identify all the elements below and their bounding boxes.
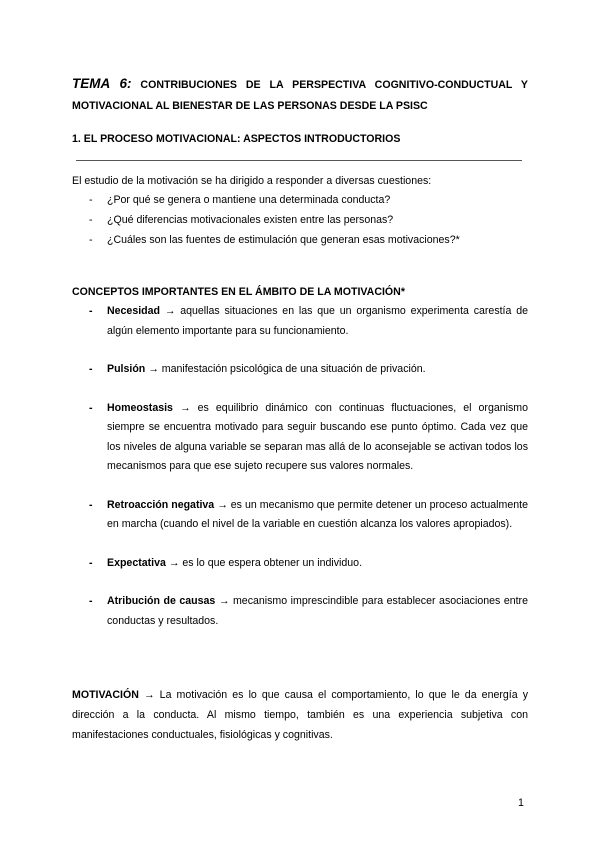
bullet-dash: -	[89, 595, 93, 607]
document-title	[72, 73, 528, 117]
tema-label: TEMA 6:	[72, 76, 132, 91]
bullet-dash: -	[89, 556, 93, 569]
title-text: CONTRIBUCIONES DE LA PERSPECTIVA COGNITIVO-CONDUCTUAL Y MOTIVACIONAL AL BIENESTAR DE LAS PERSONAS DESDE LA PSISC	[72, 79, 528, 112]
question-text: ¿Qué diferencias motivacionales existen entre las personas?	[107, 214, 394, 226]
concept-term: Pulsión	[107, 363, 146, 375]
motivacion-definition: → La motivación es lo que causa el comportamiento, lo que le da energía y dirección a la conducta. Al mismo tiempo, también es una experiencia subjetiva con manifestaciones conductuales, fisiológicas y cognitivas.	[72, 689, 528, 741]
concept-definition: → es lo que espera obtener un individuo.	[168, 556, 363, 569]
bullet-dash: -	[89, 305, 93, 317]
intro-paragraph: El estudio de la motivación se ha dirigido a responder a diversas cuestiones:	[72, 175, 432, 187]
question-text: ¿Cuáles son las fuentes de estimulación que generan esas motivaciones?*	[107, 234, 460, 246]
section-heading-2: CONCEPTOS IMPORTANTES EN EL ÁMBITO DE LA MOTIVACIÓN*	[72, 286, 405, 298]
question-list	[72, 190, 528, 250]
list-item	[72, 399, 528, 477]
motivacion-paragraph	[72, 685, 528, 745]
list-item	[72, 496, 528, 535]
list-item	[72, 302, 528, 341]
bullet-dash: -	[89, 498, 93, 511]
concept-term: Retroacción negativa	[107, 498, 215, 511]
bullet-dash: -	[89, 363, 93, 375]
concept-definition: → es equilibrio dinámico con continuas fluctuaciones, el organismo siempre se encuentra motivado para seguir buscando ese punto óptimo. Cada vez que los niveles de alguna variable se separan mas allá de lo aconsejable se activan todos los mecanismos para que ese sujeto recupere sus valores normales.	[107, 401, 528, 472]
bullet-dash: -	[89, 194, 93, 206]
concept-list	[72, 302, 528, 631]
list-item	[72, 592, 528, 631]
concept-definition: → es un mecanismo que permite detener un proceso actualmente en marcha (cuando el nivel de la variable en cuestión alcanza los valores apropiados).	[107, 498, 528, 530]
concept-term: Expectativa	[107, 556, 166, 569]
concept-term: Homeostasis	[107, 401, 173, 414]
motivacion-term: MOTIVACIÓN	[72, 689, 139, 701]
section-heading-1: 1. EL PROCESO MOTIVACIONAL: ASPECTOS INTRODUCTORIOS	[72, 133, 401, 145]
bullet-dash: -	[89, 214, 93, 226]
question-text: ¿Por qué se genera o mantiene una determinada conducta?	[107, 194, 391, 206]
page-number: 1	[518, 797, 524, 809]
list-item	[72, 210, 528, 230]
concept-term: Necesidad	[107, 305, 160, 317]
list-item	[72, 554, 528, 574]
concept-definition: → aquellas situaciones en las que un organismo experimenta carestía de algún elemento importante para su funcionamiento.	[107, 305, 528, 337]
list-item	[72, 360, 528, 380]
bullet-dash: -	[89, 401, 93, 414]
list-item	[72, 230, 528, 250]
concept-definition: → manifestación psicológica de una situación de privación.	[148, 363, 426, 375]
concept-term: Atribución de causas	[107, 595, 216, 607]
horizontal-divider	[76, 160, 522, 161]
bullet-dash: -	[89, 234, 93, 246]
list-item	[72, 190, 528, 210]
concept-definition: → mecanismo imprescindible para establecer asociaciones entre conductas y resultados.	[107, 595, 528, 627]
